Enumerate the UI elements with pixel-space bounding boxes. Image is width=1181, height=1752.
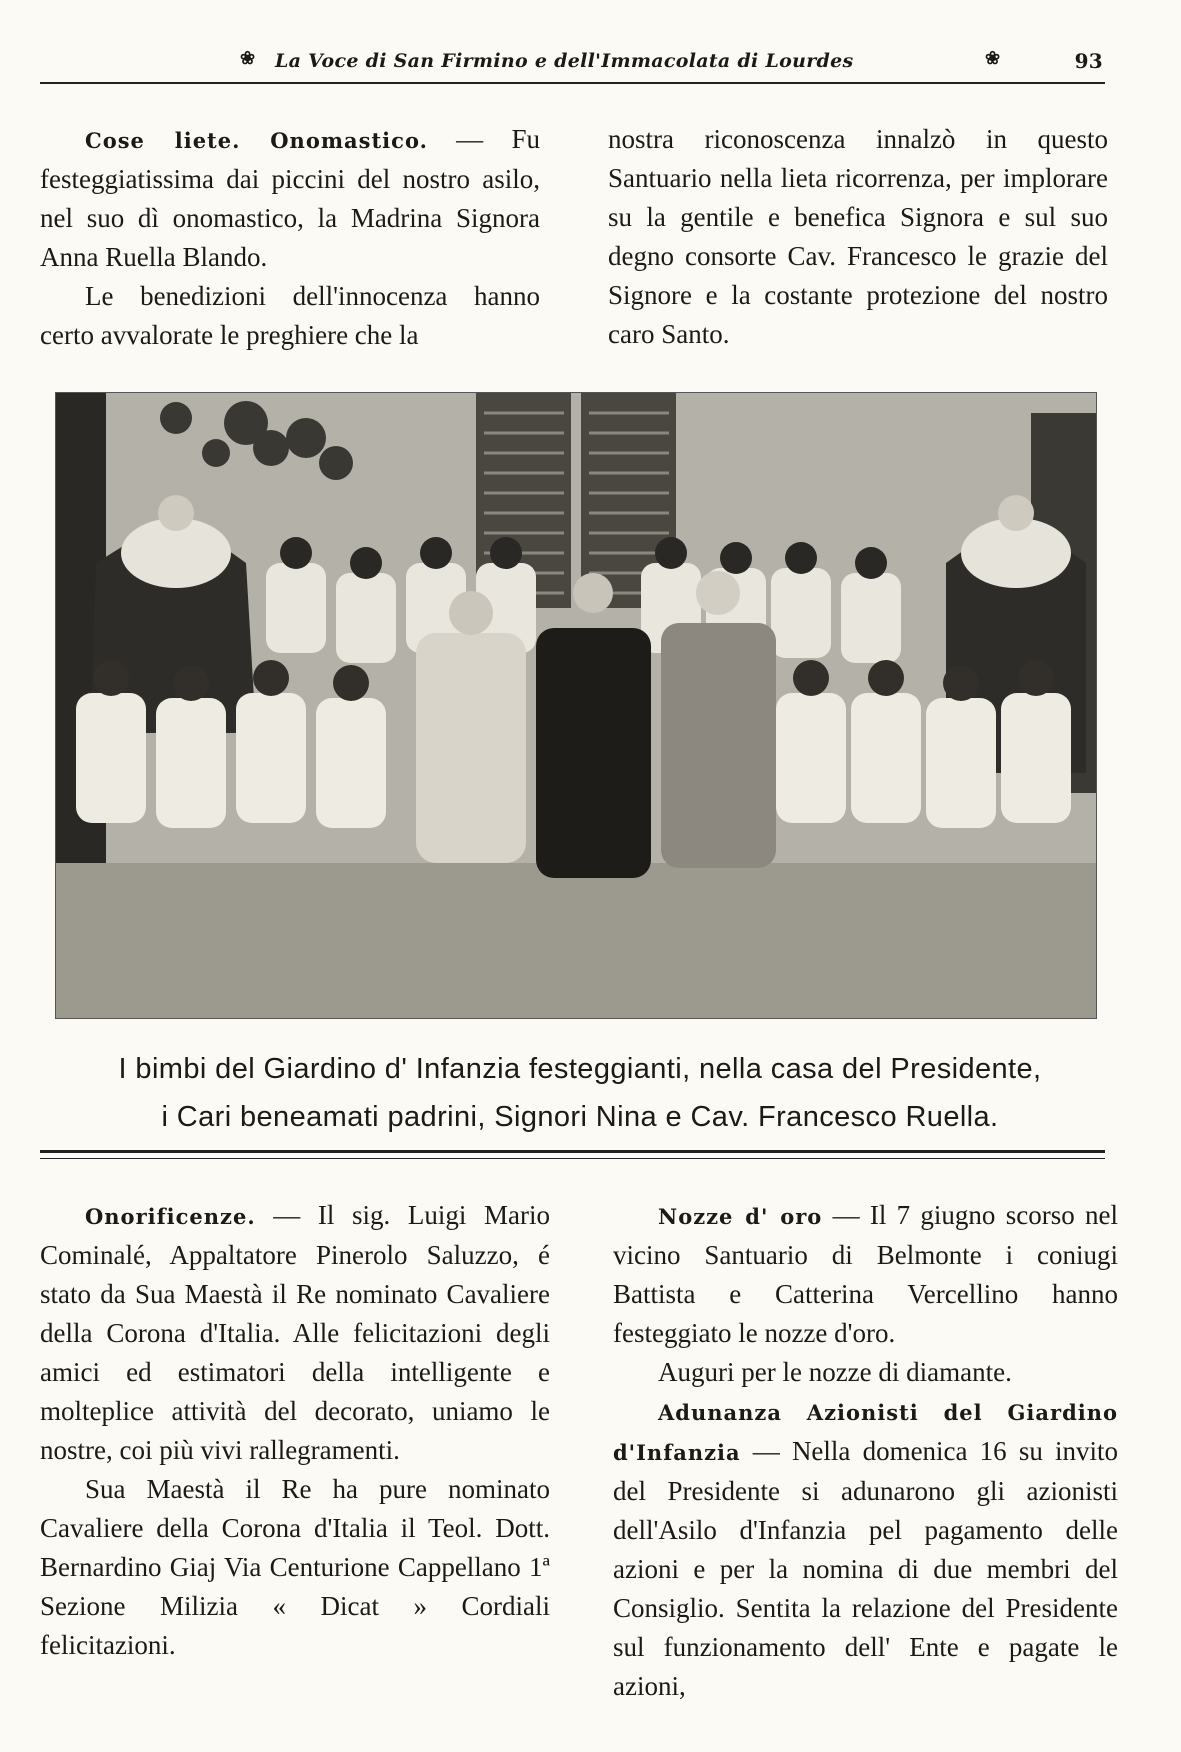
bottom-right-column [613, 1196, 1118, 1706]
caption-line-1: I bimbi del Giardino d' Infanzia festeggianti, nella casa del Presidente, [118, 1053, 1042, 1085]
section-rule-bottom [40, 1158, 1105, 1159]
header-rule [40, 82, 1105, 84]
running-header [40, 40, 1125, 80]
right-ornament-icon: ❀ [985, 48, 1001, 69]
onorificenze-paragraph: Onorificenze. — Il sig. Luigi Mario Cominalé, Appaltatore Pinerolo Saluzzo, é stato da Sua Maestà il Re nominato Cavaliere della Corona d'Italia. Alle felicitazioni degli amici ed estimatori della intelligente e molteplice attività del decorato, uniamo le nostre, coi più vivi rallegramenti. [40, 1200, 550, 1465]
onomastico-paragraph: Cose liete. Onomastico. — Fu festeggiatissima dai piccini del nostro asilo, nel suo dì onomastico, la Madrina Signora Anna Ruella Blando. [40, 124, 540, 272]
auguri-paragraph: Auguri per le nozze di diamante. [658, 1357, 1012, 1387]
group-photo-image [56, 393, 1096, 1018]
cavaliere-paragraph: Sua Maestà il Re ha pure nominato Cavaliere della Corona d'Italia il Teol. Dott. Bernardino Giaj Via Centurione Cappellano 1ª Sezione Milizia « Dicat » Cordiali felicitazioni. [40, 1474, 550, 1660]
top-left-column [40, 120, 540, 355]
adunanza-paragraph: Adunanza Azionisti del Giardino d'Infanzia — Nella domenica 16 su invito del Presidente si adunarono gli azionisti dell'Asilo d'Infanzia pel pagamento delle azioni e per la nomina di due membri del Consiglio. Sentita la relazione del Presidente sul funzionamento dell' Ente e pagate le azioni, [613, 1400, 1118, 1701]
section-rule-top [40, 1150, 1105, 1153]
nozze-heading: Nozze d' oro [658, 1204, 823, 1229]
onomastico-heading: Cose liete. Onomastico. [85, 128, 428, 153]
journal-title: La Voce di San Firmino e dell'Immacolata di Lourdes [275, 50, 854, 72]
page-number: 93 [1074, 49, 1103, 73]
photo-caption [40, 1045, 1120, 1141]
bottom-left-column [40, 1196, 550, 1665]
riconoscenza-paragraph: nostra riconoscenza innalzò in questo Santuario nella lieta ricorrenza, per implorare su la gentile e benefica Signora e sul suo degno consorte Cav. Francesco le grazie del Signore e la costante protezione del nostro caro Santo. [608, 124, 1108, 349]
nozze-paragraph: Nozze d' oro — Il 7 giugno scorso nel vicino Santuario di Belmonte i coniugi Battista e Catterina Vercellino hanno festeggiato le nozze d'oro. [613, 1200, 1118, 1348]
benedizioni-paragraph: Le benedizioni dell'innocenza hanno certo avvalorate le preghiere che la [40, 281, 540, 350]
caption-line-2: i Cari beneamati padrini, Signori Nina e Cav. Francesco Ruella. [161, 1101, 999, 1133]
adunanza-heading: Adunanza Azionisti del Giardino d'Infanzia [613, 1400, 1118, 1465]
group-photograph [55, 392, 1097, 1019]
onorificenze-heading: Onorificenze. [85, 1204, 256, 1229]
left-ornament-icon: ❀ [240, 48, 256, 69]
top-right-column [608, 120, 1108, 354]
